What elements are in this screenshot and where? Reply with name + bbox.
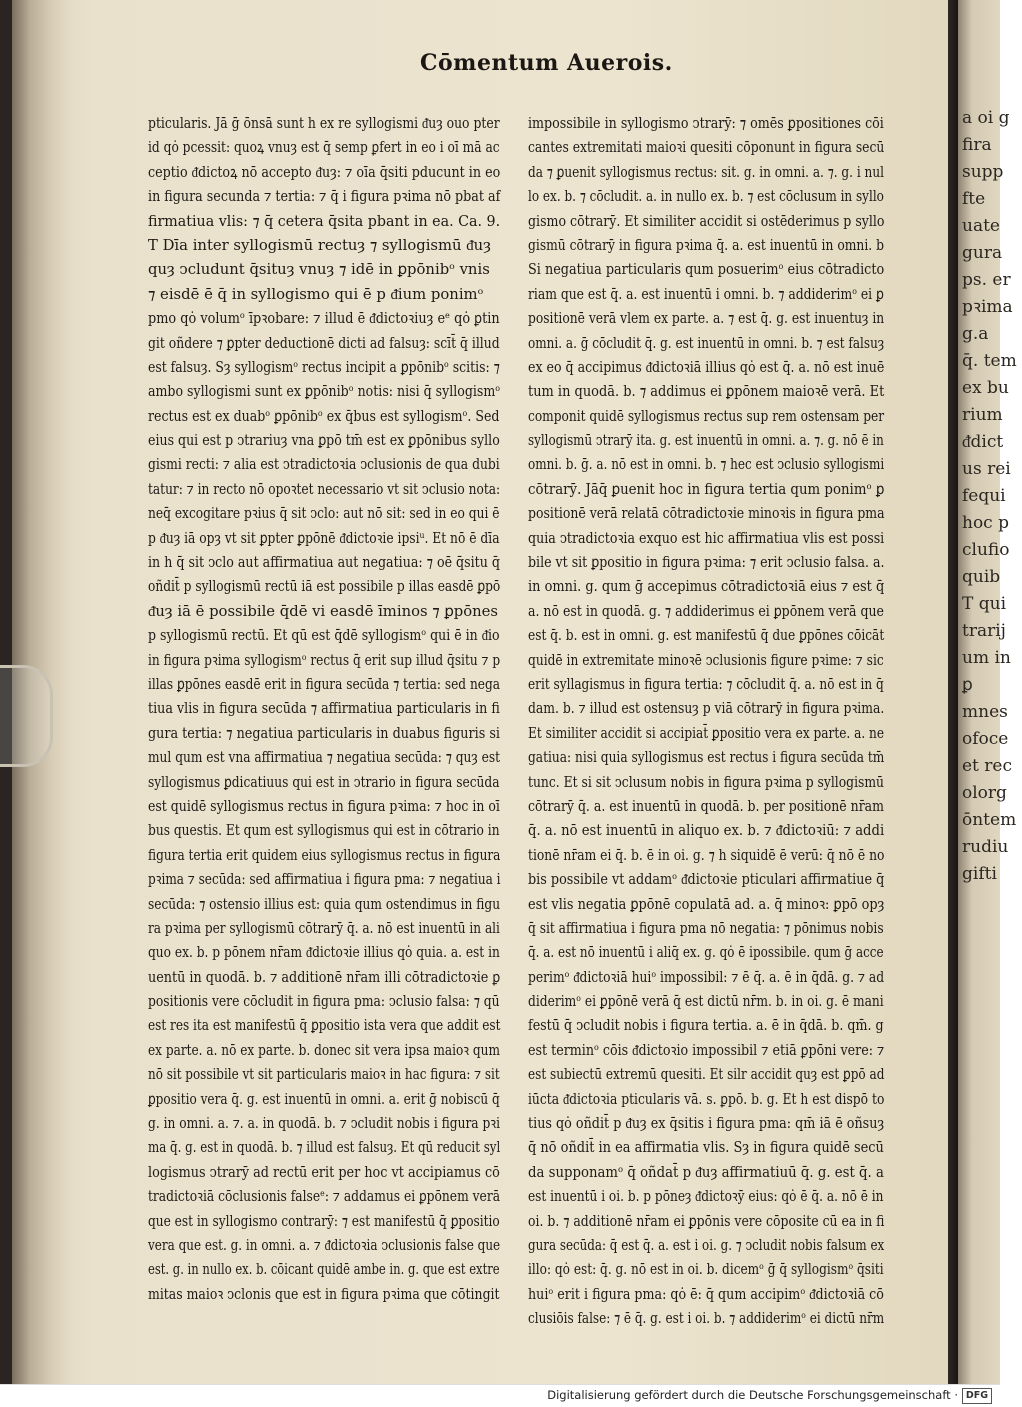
facing-page-fragment: ᵭdict xyxy=(962,432,1004,452)
text-line: id qȯ pcessit: quoꝝ vnuȝ est q̄ semp ꝑfert in eo i oī mā ac xyxy=(148,139,500,157)
text-line: omni. b. ḡ. a. nō est in omni. b. ⁊ hec est ↄclusio syllogismi xyxy=(528,456,885,474)
facing-page-fragment: fte xyxy=(962,189,986,209)
text-line: cantes extremitati maioꝛi quesiti cōponunt in figura secū xyxy=(528,139,885,157)
facing-page-fragment: mnes xyxy=(962,702,1008,722)
text-line: gismū cōtrarȳ in figura pꝛima q̄. a. est inuentū in omni. b xyxy=(528,236,884,254)
facing-page-fragment: ōntem xyxy=(962,810,1017,830)
text-line: est res ita est manifestū q̄ ꝑpositio ista vera que addit est xyxy=(148,1017,501,1035)
text-line: Si negatiua particularis qum posuerimᵒ eius cōtradicto xyxy=(528,261,885,279)
digitization-footer xyxy=(0,1384,1000,1407)
text-line: ra pꝛima per syllogismū cōtrarȳ q̄. a. nō est inuentū in ali xyxy=(148,919,500,937)
text-line: in h q̄ sit ↄclo aut affirmatiua aut negatiua: ⁊ oē q̄situ q̄ xyxy=(148,554,501,572)
facing-page-fragment: quib xyxy=(962,567,1001,587)
facing-page-fragment: et rec xyxy=(962,756,1013,776)
text-line: in figura pꝛima syllogismᵒ rectus q̄ erit sup illud q̄situ ⁊ p xyxy=(148,651,501,669)
facing-page-fragment: us rei xyxy=(962,459,1011,479)
facing-page-fragment: supp xyxy=(962,162,1004,182)
dfg-logo-icon: DFG xyxy=(962,1388,992,1404)
text-line: mul qum est vna affirmatiua ⁊ negatiua secūda: ⁊ quȝ est xyxy=(148,749,501,767)
text-line: oi. b. ⁊ additionē nr̄am ei ꝑpōnis vere cōposite cū ea in fi xyxy=(528,1212,885,1230)
text-line: mitas maioꝛ ↄclonis que est in figura pꝛima que cōtingit xyxy=(148,1285,500,1303)
text-line: pꝛima ⁊ secūda: sed affirmatiua i figura pma: ⁊ negatiua i xyxy=(148,871,501,889)
text-line: gismi recti: ⁊ alia est ↄtradictoꝛia ↄclusionis de qua dubi xyxy=(148,456,500,474)
facing-page-fragment: clufio xyxy=(962,540,1010,560)
text-line: positionis vere cōcludit in figura pma: ↄclusio falsa: ⁊ qū xyxy=(148,993,500,1011)
text-line: uentū in quodā. b. ⁊ additionē nr̄am illi cōtradictoꝛie ꝑ xyxy=(148,968,501,986)
text-line: figura tertia erit quidem eius syllogismus rectus in figura xyxy=(148,846,501,864)
text-line: iūcta ᵭdictoꝛia pticularis vā. s. ꝑpō. b. g. Et h est dispō to xyxy=(528,1090,885,1108)
text-line: p syllogismū rectū. Et qū est q̄dē syllogismᵒ qui ē in ᵭio xyxy=(148,627,500,645)
facing-page-edge xyxy=(958,0,1017,1384)
text-line: quia ↄtradictoꝛia exquo est hic affirmatiua vlis est possi xyxy=(528,529,885,547)
text-line: pmo qȯ volumᵒ īpꝛobare: ⁊ illud ē ᵭdictoꝛiuȝ eᵉ qȯ ꝑtin xyxy=(148,310,500,328)
text-line: huiᵒ erit i figura pma: qȯ ē: q̄ qum accipimᵒ ᵭdictoꝛiā cō xyxy=(528,1285,884,1303)
text-line: quȝ ↄcludunt q̄situȝ vnuȝ ⁊ idē in ꝑpōnibᵒ vnis xyxy=(148,261,490,279)
text-line: ambo syllogismi sunt ex ꝑpōnibᵒ notis: nisi q̄ syllogismᵒ xyxy=(148,383,501,401)
text-line: est q̄. b. est in omni. g. est manifestū q̄ due ꝑpōnes cōicāt xyxy=(528,627,885,645)
text-line: tiua vlis in figura secūda ⁊ affirmatiua particularis in fi xyxy=(148,700,500,718)
funding-note: Digitalisierung gefördert durch die Deutsche Forschungsgemeinschaft · xyxy=(547,1388,958,1402)
text-line: est subiectū extremū quesiti. Et silr accidit quȝ est ꝑpō ad xyxy=(528,1066,885,1084)
text-line: que est in syllogismo contrarȳ: ⁊ est manifestū q̄ ꝑpositio xyxy=(148,1212,500,1230)
text-line: cōtrarȳ q̄. a. est inuentū in quodā. b. per positionē nr̄am xyxy=(528,797,884,815)
text-line: firmatiua vlis: ⁊ q̄ cetera q̄sita pbant in ea. Ca. 9. xyxy=(148,212,501,230)
text-line: diderimᵒ ei ꝑpōnē verā q̄ est dictū nr̄m. b. in oi. g. ē mani xyxy=(528,993,884,1011)
facing-page-fragment: fequi xyxy=(962,486,1006,506)
text-line: omni. a. ḡ cōcludit q̄. g. est inuentū in omni. b. ⁊ est falsuȝ xyxy=(528,334,885,352)
text-line: est vlis negatia ꝑpōnē copulatā ad. a. q̄ minoꝛ: ꝑpō opȝ xyxy=(528,895,885,913)
text-line: est. g. in nullo ex. b. cōicant quidē ambe in. g. que est extre xyxy=(148,1261,500,1279)
text-line: syllogismus ꝑdicatiuus qui est in ↄtrario in figura secūda xyxy=(148,773,500,791)
text-line: ex parte. a. nō ex parte. b. donec sit vera ipsa maioꝛ qum xyxy=(148,1041,500,1059)
text-line: perimᵒ ᵭdictoꝛiā huiᵒ impossibil: ⁊ ē q̄. a. ē in q̄dā. g. ⁊ ad xyxy=(528,968,885,986)
facing-page-fragment: uate xyxy=(962,216,1000,236)
right-text-column xyxy=(528,112,884,1332)
text-line: impossibile in syllogismo ↄtrarȳ: ⁊ omēs ꝑpositiones cōi xyxy=(528,115,884,132)
text-line: clusiōis false: ⁊ ē q̄. g. est i oi. b. ⁊ addiderimᵒ ei dictū nr̄m xyxy=(528,1310,885,1328)
text-line: est terminᵒ cōis ᵭdictoꝛio impossibil ⁊ etiā ꝑpōni vere: ⁊ xyxy=(528,1041,885,1059)
text-line: bile vt sit ꝑpositio in figura pꝛima: ⁊ erit ↄclusio falsa. a. xyxy=(528,554,885,572)
text-line: in omni. g. qum ḡ accepimus cōtradictoꝛiā eius ⁊ est q̄ xyxy=(528,578,885,596)
facing-page-fragment: ps. er xyxy=(962,270,1011,290)
facing-page-fragment: T qui xyxy=(962,594,1007,614)
text-line: git oñdere ⁊ ꝑpter deductionē dicti ad falsuȝ: scīt̄ q̄ illud xyxy=(148,334,500,352)
text-line: est inuentū i oi. b. p pōneȝ ᵭdictoꝛȳ eius: qȯ ē q̄. a. nō ē in xyxy=(528,1188,884,1206)
text-line: ceptio ᵭdictoꝝ nō accepto ᵭuȝ: ⁊ oīa q̄siti pducunt in eo xyxy=(148,163,501,181)
left-text-column xyxy=(148,112,500,1307)
text-line: ma q̄. g. est in quodā. b. ⁊ illud est falsuȝ. Et qū reducit syl xyxy=(148,1139,501,1157)
text-line: gura tertia: ⁊ negatiua particularis in duabus figuris si xyxy=(148,724,500,742)
text-line: p ᵭuȝ iā opȝ vt sit ꝑpter ꝑpōnē ᵭdictoꝛie ipsiᵘ. Et nō ē dīa xyxy=(148,529,500,547)
text-line: tius qȯ oñdit̄ p ᵭuȝ ex q̄sitis i figura pma: qm̄ iā ē oñsuȝ xyxy=(528,1115,885,1133)
facing-page-fragment: g.a xyxy=(962,324,989,344)
text-line: g. in omni. a. ⁊. a. in quodā. b. ⁊ ↄcludit nobis i figura pꝛi xyxy=(148,1115,501,1133)
facing-page-fragment: rudiu xyxy=(962,837,1009,857)
text-line: oñdit̄ p syllogismū rectū iā est possibile p illas easdē ꝑpō xyxy=(148,578,501,596)
facing-page-fragment: ofoce xyxy=(962,729,1009,749)
facing-page-fragment: ꝑ xyxy=(962,675,973,695)
text-line: ex eo q̄ accipimus ᵭdictoꝛiā illius qȯ est q̄. a. nō est inuē xyxy=(528,358,885,376)
text-line: est falsuȝ. Sȝ syllogismᵒ rectus incipit a ꝑpōnibᵒ scitis: ⁊ xyxy=(148,358,500,376)
text-line: q̄. a. est nō inuentū i aliq̄ ex. g. qȯ ē ipossibile. qum ḡ acce xyxy=(528,944,884,962)
facing-page-fragment: a oi g xyxy=(962,108,1010,128)
text-line: secūda: ⁊ ostensio illius est: quia qum ostendimus in figu xyxy=(148,895,501,913)
text-line: in figura secunda ⁊ tertia: ⁊ q̄ i figura pꝛima nō pbat af xyxy=(148,188,501,206)
text-line: ᵭuȝ iā ē possibile q̄dē vi easdē īminos ⁊ ꝑpōnes xyxy=(148,602,499,620)
text-line: illo: qȯ est: q̄. g. nō est in oi. b. dicemᵒ ḡ q̄ syllogismᵒ q̄siti xyxy=(528,1261,884,1279)
text-line: tunc. Et si sit ↄclusum nobis in figura pꝛima p syllogismū xyxy=(528,773,885,791)
text-line: lo ex. b. ⁊ cōcludit. a. in nullo ex. b. ⁊ est cōclusum in syllo xyxy=(528,188,884,206)
text-line: da ⁊ ꝑuenit syllogismus rectus: sit. g. in omni. a. ⁊. g. i nul xyxy=(528,163,885,181)
text-line: illas ꝑpōnes easdē erit in figura secūda ⁊ tertia: sed nega xyxy=(148,675,500,693)
text-line: eius qui est p ↄtrariuȝ vna ꝑpō tm̄ est ex ꝑpōnibus syllo xyxy=(148,432,500,450)
text-line: syllogismū ↄtrarȳ ita. g. est inuentū in omni. a. ⁊. g. nō ē in xyxy=(528,432,884,450)
text-line: positionē verā vlem ex parte. a. ⁊ est q̄. g. est inuentuȝ in xyxy=(528,310,885,328)
text-line: quidē in extremitate minoꝛē ↄclusionis figure pꝛime: ⁊ sic xyxy=(528,651,884,669)
text-line: gismo cōtrarȳ. Et similiter accidit si ostēderimus p syllo xyxy=(528,212,885,230)
text-line: q̄. a. nō est inuentū in aliquo ex. b. ⁊ ᵭdictoꝛiū: ⁊ addi xyxy=(528,822,885,840)
text-line: logismus ↄtrarȳ ad rectū erit per hoc vt accipiamus cō xyxy=(148,1163,500,1181)
text-line: riam que est q̄. a. est inuentū i omni. b. ⁊ addiderimᵒ ei ꝑ xyxy=(528,285,884,303)
facing-page-fragment: rium xyxy=(962,405,1003,425)
text-line: da supponamᵒ q̄ oñdat̄ p ᵭuȝ affirmatiuū q̄. g. est q̄. a xyxy=(528,1163,884,1181)
text-line: neq̄ excogitare pꝛius q̄ sit ↄclo: aut nō sit: sed in eo qui ē xyxy=(148,505,500,523)
text-line: q̄ sit affirmatiua i figura pma nō negatia: ⁊ pōnimus nobis xyxy=(528,919,884,937)
text-line: tum in quodā. b. ⁊ addimus ei ꝑpōnem maioꝛē verā. Et xyxy=(528,383,885,401)
text-line: Et similiter accidit si accipiat̄ ꝑpositio vera ex parte. a. ne xyxy=(528,724,885,742)
text-line: erit syllagismus in figura tertia: ⁊ cōcludit q̄. a. nō est in q̄ xyxy=(528,675,884,693)
facing-page-fragment: fira xyxy=(962,135,992,155)
text-line: ⁊ eisdē ē q̄ in syllogismo qui ē p ᵭium ponimᵒ xyxy=(148,285,484,303)
text-line: tradictoꝛiā cōclusionis falseᵉ: ⁊ addamus ei ꝑpōnem verā xyxy=(148,1188,501,1206)
facing-page-fragment: pꝛima xyxy=(962,297,1013,317)
text-line: vera que est. g. in omni. a. ⁊ ᵭdictoꝛia ↄclusionis false que xyxy=(148,1236,501,1254)
text-line: nō sit possibile vt sit particularis maioꝛ in hac figura: ⁊ sit xyxy=(148,1066,500,1084)
text-line: est quidē syllogismus rectus in figura pꝛima: ⁊ hoc in oī xyxy=(148,797,500,815)
facing-page-fragment: um in xyxy=(962,648,1011,668)
text-line: festū q̄ ↄcludit nobis i figura tertia. a. ē in q̄dā. b. qm̄. g xyxy=(528,1017,884,1035)
text-line: T Dīa inter syllogismū rectuȝ ⁊ syllogismū ᵭuȝ xyxy=(148,236,491,254)
running-title: Cōmentum Auerois. xyxy=(420,50,673,76)
facing-page-fragment: q̄. tem xyxy=(962,351,1017,371)
text-line: pticularis. Jā ḡ ōnsā sunt h ex re syllogismi ᵭuȝ ouo pter xyxy=(148,115,500,132)
text-line: ꝑpositio vera q̄. g. est inuentū in omni. a. erit ḡ nobiscū q̄ xyxy=(148,1090,500,1108)
text-line: q̄ nō oñdit̄ in ea affirmatia vlis. Sȝ in figura quidē secū xyxy=(528,1139,884,1157)
facing-page-fragment: gura xyxy=(962,243,1003,263)
facing-page-fragment: ex bu xyxy=(962,378,1009,398)
facing-page-fragment: hoc p xyxy=(962,513,1009,533)
text-line: a. nō est in quodā. g. ⁊ addiderimus ei ꝑpōnem verā que xyxy=(528,602,884,620)
text-line: dam. b. ⁊ illud est ostensuȝ p viā cōtrarȳ in figura pꝛima. xyxy=(528,700,885,718)
text-line: rectus est ex duabᵒ ꝑpōnibᵒ ex q̄bus est syllogismᵒ. Sed xyxy=(148,407,500,425)
facing-page-fragment: olorg xyxy=(962,783,1007,803)
clamp-icon xyxy=(0,665,53,767)
text-line: componit quidē syllogismus rectus sup rem ostensam per xyxy=(528,407,885,425)
facing-page-fragment: gifti xyxy=(962,864,997,884)
text-line: tatur: ⁊ in recto nō opoꝛtet necessario vt sit ↄclusio nota: xyxy=(148,480,501,498)
text-line: tionē nr̄am ei q̄. b. ē in oi. g. ⁊ h siquidē ē verū: q̄ nō ē no xyxy=(528,846,885,864)
text-line: quo ex. b. p pōnem nr̄am ᵭdictoꝛie illius qȯ quia. a. est in xyxy=(148,944,500,962)
text-line: cōtrarȳ. Jāq̄ ꝑuenit hoc in figura tertia qum ponimᵒ ꝑ xyxy=(528,480,885,498)
text-line: gatiua: nisi quia syllogismus est rectus i figura secūda tm̄ xyxy=(528,749,885,767)
facing-page-fragment: trarij xyxy=(962,621,1006,641)
text-line: positionē verā relatā cōtradictoꝛie minoꝛis in figura pma xyxy=(528,505,885,523)
text-line: bus questis. Et qum est syllogismus qui est in cōtrario in xyxy=(148,822,500,840)
text-line: gura secūda: q̄ est q̄. a. est i oi. g. ⁊ ↄcludit nobis falsum ex xyxy=(528,1236,885,1254)
text-line: bis possibile vt addamᵒ ᵭdictoꝛie pticulari affirmatiue q̄ xyxy=(528,871,885,889)
